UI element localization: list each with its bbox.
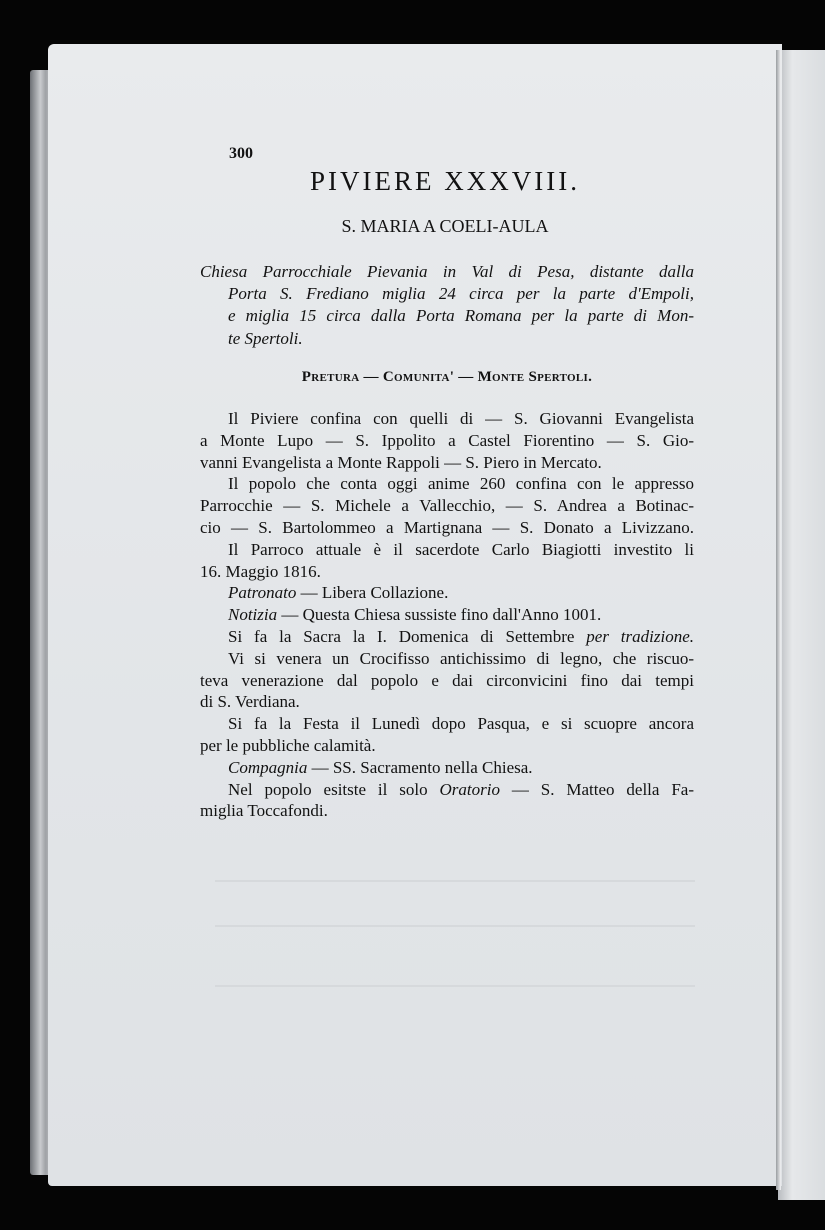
text-segment: — Libera Collazione. — [296, 583, 449, 603]
text-segment: a Monte Lupo — S. Ippolito a Castel Fiorentino — S. Gio- — [200, 430, 694, 450]
text-line — [200, 518, 694, 538]
text-segment: Vi si venera un Crocifisso antichissimo di legno, che riscuo- — [228, 648, 694, 668]
text-line — [228, 605, 694, 625]
text-segment: cio — S. Bartolommeo a Martignana — S. Donato a Livizzano. — [200, 518, 694, 537]
text-segment: 16. Maggio 1816. — [200, 561, 321, 581]
description-line: Chiesa Parrocchiale Pievania in Val di Pesa, distante dalla — [200, 262, 694, 281]
italic-term: Compagnia — [228, 757, 308, 777]
bleed-through-text — [215, 925, 695, 927]
text-line — [200, 801, 694, 821]
text-line — [228, 649, 694, 669]
text-line — [228, 474, 694, 494]
text-segment: teva venerazione dal popolo e dai circonvicini fino dai tempi — [200, 670, 694, 690]
text-line — [228, 758, 694, 778]
text-line — [200, 671, 694, 691]
text-segment: di S. Verdiana. — [200, 692, 300, 712]
bleed-through-text — [215, 880, 695, 882]
description-line: Porta S. Frediano miglia 24 circa per la parte d'Empoli, — [228, 284, 694, 303]
text-line — [228, 780, 694, 800]
italic-term: per tradizione. — [586, 627, 694, 646]
text-line — [228, 583, 694, 603]
text-segment: — SS. Sacramento nella Chiesa. — [307, 757, 533, 777]
text-line — [228, 409, 694, 429]
text-segment: Il popolo che conta oggi anime 260 confina con le appresso — [228, 474, 694, 494]
italic-term: Notizia — [228, 605, 278, 625]
page-title: PIVIERE XXXVIII. — [310, 166, 580, 196]
facing-page — [778, 50, 825, 1200]
text-segment: Nel popolo esitste il solo — [228, 779, 440, 799]
text-line — [200, 431, 694, 451]
text-line — [200, 496, 694, 516]
text-segment: — Questa Chiesa sussiste fino dall'Anno 1001. — [277, 605, 602, 625]
text-line — [228, 540, 694, 560]
text-segment: vanni Evangelista a Monte Rappoli — S. Piero in Mercato. — [200, 452, 602, 472]
text-segment: Si fa la Festa il Lunedì dopo Pasqua, e si scuopre ancora — [228, 714, 694, 734]
church-name: S. MARIA A COELI-AULA — [341, 216, 549, 236]
text-line — [200, 736, 694, 756]
description-line: te Spertoli. — [228, 329, 303, 348]
text-segment: per le pubbliche calamità. — [200, 736, 376, 755]
text-segment: Il Piviere confina con quelli di — S. Giovanni Evangelista — [228, 409, 694, 428]
description-line: e miglia 15 circa dalla Porta Romana per la parte di Mon- — [228, 306, 694, 325]
text-line — [200, 453, 694, 473]
text-line — [200, 562, 694, 582]
jurisdiction-line: Pretura — Comunita' — Monte Spertoli. — [301, 369, 593, 385]
text-segment: miglia Toccafondi. — [200, 801, 328, 821]
italic-term: Oratorio — [439, 779, 500, 799]
page-number: 300 — [229, 145, 253, 162]
text-segment: Il Parroco attuale è il sacerdote Carlo Biagiotti investito li — [228, 539, 694, 559]
text-line — [200, 692, 694, 712]
page-gutter — [776, 50, 781, 1190]
text-line — [228, 714, 694, 734]
text-line — [228, 627, 694, 647]
bleed-through-text — [215, 985, 695, 987]
italic-term: Patronato — [228, 583, 297, 603]
text-segment: Si fa la Sacra la I. Domenica di Settembre — [228, 627, 587, 646]
text-segment: — S. Matteo della Fa- — [499, 779, 695, 799]
text-segment: Parrocchie — S. Michele a Vallecchio, — S. Andrea a Botinac- — [200, 496, 694, 516]
